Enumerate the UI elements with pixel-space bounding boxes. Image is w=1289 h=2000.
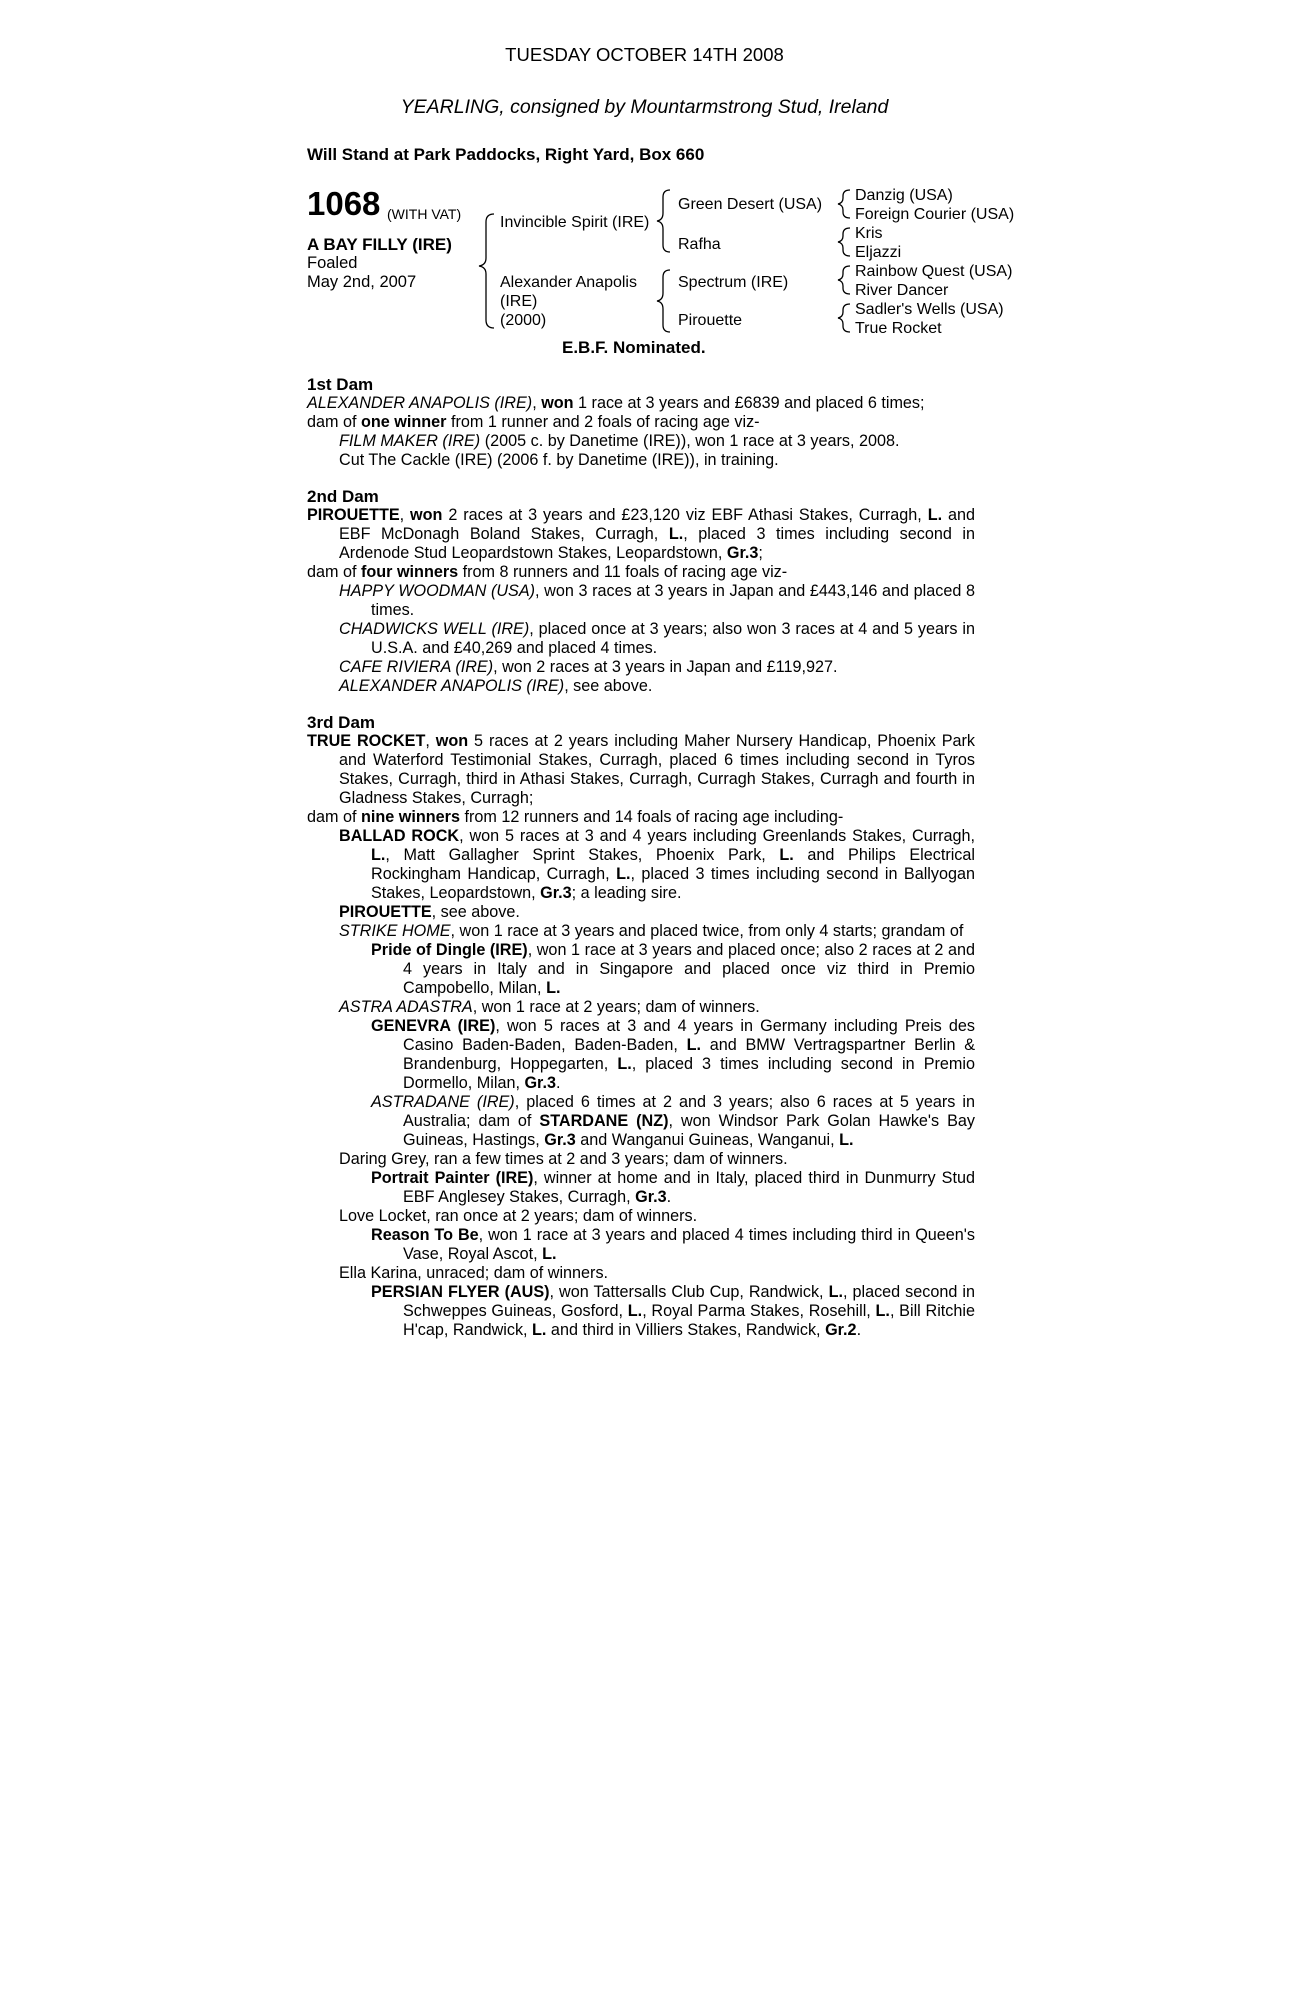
third-dam-grandprogeny-persian-flyer: PERSIAN FLYER (AUS), won Tattersalls Club Cup, Randwick, L., placed second in Schweppes Guineas, Gosford, L., Royal Parma Stakes, Rosehill, L., Bill Ritchie H'cap, Randwick, L. and third in Villiers Stakes, Randwick, Gr.2. bbox=[371, 1283, 976, 1339]
pedigree-gen3-5: Rainbow Quest (USA) bbox=[855, 263, 1013, 280]
third-dam-grandprogeny-pride-of-dingle: Pride of Dingle (IRE), won 1 race at 3 years and placed once; also 2 races at 2 and 4 years in Italy and in Singapore and placed once viz third in Premio Campobello, Milan, L. bbox=[371, 941, 975, 997]
pedigree-gen3-4: Eljazzi bbox=[855, 244, 902, 261]
pedigree-sire: Invincible Spirit (IRE) bbox=[500, 214, 650, 231]
third-dam-grandprogeny-reason-to-be: Reason To Be, won 1 race at 3 years and placed 4 times including third in Queen's Vase, Royal Ascot, L. bbox=[371, 1226, 975, 1263]
pedigree-dam-line3: (2000) bbox=[500, 312, 547, 329]
vat-note: (WITH VAT) bbox=[387, 206, 462, 222]
horse-name: A BAY FILLY (IRE) bbox=[307, 235, 452, 254]
third-dam-progeny-strike-home: STRIKE HOME, won 1 race at 3 years and placed twice, from only 4 starts; grandam of bbox=[339, 922, 964, 940]
foaled-label: Foaled bbox=[307, 254, 358, 272]
first-dam-record: ALEXANDER ANAPOLIS (IRE), won 1 race at 3 years and £6839 and placed 6 times; bbox=[307, 394, 925, 412]
third-dam-progeny-love-locket: Love Locket, ran once at 2 years; dam of winners. bbox=[339, 1207, 698, 1225]
pedigree-gen3-8: True Rocket bbox=[855, 320, 942, 337]
second-dam-record: PIROUETTE, won 2 races at 3 years and £23,120 viz EBF Athasi Stakes, Curragh, L. and EBF McDonagh Boland Stakes, Curragh, L., placed 3 times including second in Ardenode Stud Leopardstown Stakes, Leopardstown, Gr.3; bbox=[307, 506, 975, 562]
pedigree-gen3-6: River Dancer bbox=[855, 282, 949, 299]
third-dam-grandprogeny-astradane: ASTRADANE (IRE), placed 6 times at 2 and 3 years; also 6 races at 5 years in Australia; dam of STARDANE (NZ), won Windsor Park Golan Hawke's Bay Guineas, Hastings, Gr.3 and Wanganui Guineas, Wanganui, L. bbox=[371, 1093, 975, 1149]
pedigree-gen3-7: Sadler's Wells (USA) bbox=[855, 301, 1004, 318]
pedigree-dam-line1: Alexander Anapolis bbox=[500, 274, 637, 291]
first-dam-progeny-1: FILM MAKER (IRE) (2005 c. by Danetime (IRE)), won 1 race at 3 years, 2008. bbox=[339, 432, 900, 450]
third-dam-heading: 3rd Dam bbox=[307, 713, 376, 732]
third-dam-progeny-daring-grey: Daring Grey, ran a few times at 2 and 3 years; dam of winners. bbox=[339, 1150, 788, 1168]
pedigree-gen3-1: Danzig (USA) bbox=[855, 187, 953, 204]
third-dam-progeny-astra-adastra: ASTRA ADASTRA, won 1 race at 2 years; dam of winners. bbox=[339, 998, 760, 1016]
consignment-line: YEARLING, consigned by Mountarmstrong Stud, Ireland bbox=[400, 96, 889, 118]
second-dam-produce: dam of four winners from 8 runners and 11 foals of racing age viz- bbox=[307, 563, 788, 581]
pedigree-dam-line2: (IRE) bbox=[500, 293, 538, 310]
third-dam-grandprogeny-genevra: GENEVRA (IRE), won 5 races at 3 and 4 years in Germany including Preis des Casino Baden-Baden, Baden-Baden, L. and BMW Vertragspartner Berlin & Brandenburg, Hoppegarten, L., placed 3 times including second in Premio Dormello, Milan, Gr.3. bbox=[371, 1017, 976, 1092]
second-dam-progeny-3: CAFE RIVIERA (IRE), won 2 races at 3 years in Japan and £119,927. bbox=[339, 658, 838, 676]
sale-date: TUESDAY OCTOBER 14TH 2008 bbox=[505, 44, 784, 65]
third-dam-record: TRUE ROCKET, won 5 races at 2 years including Maher Nursery Handicap, Phoenix Park and Waterford Testimonial Stakes, Curragh, placed 6 times including second in Tyros Stakes, Curragh, third in Athasi Stakes, Curragh, Curragh Stakes, Curragh and fourth in Gladness Stakes, Curragh; bbox=[307, 732, 975, 807]
pedigree-gen3-3: Kris bbox=[855, 225, 883, 242]
foaled-date: May 2nd, 2007 bbox=[307, 273, 417, 291]
pedigree-gen3-2: Foreign Courier (USA) bbox=[855, 206, 1015, 223]
first-dam-produce: dam of one winner from 1 runner and 2 foals of racing age viz- bbox=[307, 413, 760, 431]
first-dam-heading: 1st Dam bbox=[307, 375, 374, 394]
ebf-nomination: E.B.F. Nominated. bbox=[562, 338, 706, 357]
second-dam-progeny-1: HAPPY WOODMAN (USA), won 3 races at 3 years in Japan and £443,146 and placed 8 times. bbox=[339, 582, 975, 619]
third-dam-produce: dam of nine winners from 12 runners and 14 foals of racing age including- bbox=[307, 808, 844, 826]
pedigree-sire-dam: Rafha bbox=[678, 236, 721, 253]
third-dam-grandprogeny-portrait-painter: Portrait Painter (IRE), winner at home and in Italy, placed third in Dunmurry Stud EBF Anglesey Stakes, Curragh, Gr.3. bbox=[371, 1169, 975, 1206]
first-dam-progeny-2: Cut The Cackle (IRE) (2006 f. by Danetime (IRE)), in training. bbox=[339, 451, 779, 469]
third-dam-progeny-ballad-rock: BALLAD ROCK, won 5 races at 3 and 4 years including Greenlands Stakes, Curragh, L., Matt Gallagher Sprint Stakes, Phoenix Park, L. and Philips Electrical Rockingham Handicap, Curragh, L., placed 3 times including second in Ballyogan Stakes, Leopardstown, Gr.3; a leading sire. bbox=[339, 827, 975, 902]
pedigree-sire-sire: Green Desert (USA) bbox=[678, 196, 823, 213]
stand-location: Will Stand at Park Paddocks, Right Yard, Box 660 bbox=[307, 145, 705, 164]
pedigree-dam-dam: Pirouette bbox=[678, 312, 743, 329]
second-dam-heading: 2nd Dam bbox=[307, 487, 379, 506]
second-dam-progeny-4: ALEXANDER ANAPOLIS (IRE), see above. bbox=[339, 677, 653, 695]
pedigree-dam-sire: Spectrum (IRE) bbox=[678, 274, 789, 291]
catalogue-body bbox=[307, 375, 975, 1340]
third-dam-progeny-ella-karina: Ella Karina, unraced; dam of winners. bbox=[339, 1264, 609, 1282]
pedigree-braces bbox=[0, 0, 1289, 360]
lot-number: 1068 bbox=[307, 185, 381, 222]
second-dam-progeny-2: CHADWICKS WELL (IRE), placed once at 3 years; also won 3 races at 4 and 5 years in U.S.A. and £40,269 and placed 4 times. bbox=[339, 620, 975, 657]
third-dam-progeny-pirouette: PIROUETTE, see above. bbox=[339, 903, 520, 921]
